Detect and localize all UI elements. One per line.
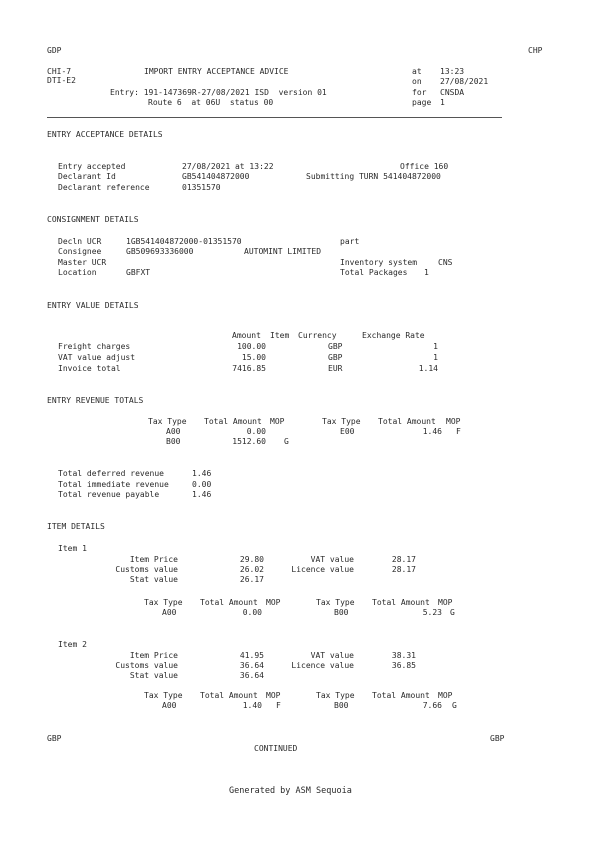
system-code-1: CHI-7 (47, 67, 72, 76)
at-label: at (412, 67, 422, 76)
entry-revenue-heading: ENTRY REVENUE TOTALS (47, 396, 144, 405)
value-row-rate: 1 (433, 353, 438, 362)
customs-value-value: 36.64 (239, 661, 264, 670)
revenue-tax-type: E00 (340, 427, 355, 436)
item-col-tax-type: Tax Type (144, 598, 183, 607)
item-price-label: Item Price (129, 651, 178, 660)
total-payable-label: Total revenue payable (58, 490, 160, 499)
item-col-mop: MOP (266, 691, 281, 700)
ducr-label: Decln UCR (58, 237, 102, 246)
revenue-col-total-amount: Total Amount (204, 417, 262, 426)
item-col-mop: MOP (266, 598, 281, 607)
value-row-amount: 7416.85 (232, 364, 266, 373)
master-ucr-label: Master UCR (58, 258, 107, 267)
vat-value-value: 28.17 (391, 555, 416, 564)
entry-line: Entry: 191-147369R-27/08/2021 ISD version 01 (110, 88, 327, 97)
item-tax-amount: 1.40 (242, 701, 262, 710)
submitting-trader: Submitting TURN 541404872000 (306, 172, 441, 181)
item-col-tax-type-2: Tax Type (316, 691, 355, 700)
page-label: page (412, 98, 432, 107)
inventory-system-label: Inventory system (340, 258, 418, 267)
item-tax-type: B00 (334, 608, 349, 617)
item-details-heading: ITEM DETAILS (47, 522, 105, 531)
consignment-heading: CONSIGNMENT DETAILS (47, 215, 139, 224)
total-deferred-label: Total deferred revenue (58, 469, 164, 478)
licence-value-value: 36.85 (391, 661, 416, 670)
item-tax-amount: 7.66 (422, 701, 442, 710)
licence-value-value: 28.17 (391, 565, 416, 574)
declarant-reference-value: 01351570 (182, 183, 221, 192)
item-label: Item 2 (58, 640, 87, 649)
licence-value-label: Licence value (291, 661, 354, 670)
at-value: 13:23 (440, 67, 465, 76)
entry-acceptance-heading: ENTRY ACCEPTANCE DETAILS (47, 130, 163, 139)
on-label: on (412, 77, 422, 86)
item-col-mop-2: MOP (438, 598, 453, 607)
customs-value-value: 26.02 (239, 565, 264, 574)
header-right-code: CHP (528, 46, 543, 55)
stat-value-label: Stat value (129, 671, 178, 680)
value-row-amount: 15.00 (241, 353, 266, 362)
for-label: for (412, 88, 427, 97)
value-row-label: Freight charges (58, 342, 131, 351)
total-packages-label: Total Packages (340, 268, 408, 277)
route-line: Route 6 at 06U status 00 (148, 98, 274, 107)
entry-accepted-label: Entry accepted (58, 162, 126, 171)
stat-value-value: 36.64 (239, 671, 264, 680)
item-tax-type: B00 (334, 701, 349, 710)
continued-label: CONTINUED (254, 744, 298, 753)
revenue-amount: 1.46 (422, 427, 442, 436)
declarant-id-value: GB541404872000 (182, 172, 250, 181)
item-tax-type: A00 (162, 701, 177, 710)
item-col-total-amount-2: Total Amount (372, 691, 430, 700)
revenue-col-total-amount-2: Total Amount (378, 417, 436, 426)
item-col-total-amount: Total Amount (200, 598, 258, 607)
item-price-label: Item Price (129, 555, 178, 564)
col-item: Item (270, 331, 290, 340)
item-price-value: 41.95 (239, 651, 264, 660)
item-tax-amount: 0.00 (242, 608, 262, 617)
declarant-id-label: Declarant Id (58, 172, 116, 181)
ducr-value: 1GB541404872000-01351570 (126, 237, 242, 246)
item-tax-mop: G (452, 701, 457, 710)
item-col-tax-type: Tax Type (144, 691, 183, 700)
revenue-tax-type: A00 (166, 427, 181, 436)
entry-value-heading: ENTRY VALUE DETAILS (47, 301, 139, 310)
col-exchange-rate: Exchange Rate (362, 331, 425, 340)
item-price-value: 29.80 (239, 555, 264, 564)
revenue-mop: F (456, 427, 461, 436)
item-col-mop-2: MOP (438, 691, 453, 700)
page-value: 1 (440, 98, 445, 107)
inventory-system-value: CNS (438, 258, 453, 267)
total-immediate-label: Total immediate revenue (58, 480, 169, 489)
revenue-col-mop: MOP (270, 417, 285, 426)
customs-value-label: Customs value (115, 565, 178, 574)
revenue-col-tax-type: Tax Type (148, 417, 187, 426)
vat-value-value: 38.31 (391, 651, 416, 660)
value-row-rate: 1.14 (418, 364, 438, 373)
total-payable-value: 1.46 (192, 490, 212, 499)
item-tax-amount: 5.23 (422, 608, 442, 617)
revenue-amount: 0.00 (246, 427, 266, 436)
consignee-value: GB509693336000 (126, 247, 194, 256)
vat-value-label: VAT value (310, 555, 354, 564)
header-divider (47, 117, 502, 118)
item-label: Item 1 (58, 544, 87, 553)
footer-right-currency: GBP (490, 734, 505, 743)
part-label: part (340, 237, 360, 246)
customs-value-label: Customs value (115, 661, 178, 670)
footer-left-currency: GBP (47, 734, 62, 743)
header-left-code: GDP (47, 46, 62, 55)
office: Office 160 (400, 162, 449, 171)
total-deferred-value: 1.46 (192, 469, 212, 478)
value-row-label: VAT value adjust (58, 353, 136, 362)
consignee-label: Consignee (58, 247, 102, 256)
vat-value-label: VAT value (310, 651, 354, 660)
item-tax-mop: F (276, 701, 281, 710)
total-immediate-value: 0.00 (192, 480, 212, 489)
revenue-amount: 1512.60 (232, 437, 266, 446)
stat-value-value: 26.17 (239, 575, 264, 584)
col-amount: Amount (232, 331, 261, 340)
revenue-col-tax-type-2: Tax Type (322, 417, 361, 426)
declarant-reference-label: Declarant reference (58, 183, 150, 192)
licence-value-label: Licence value (291, 565, 354, 574)
location-value: GBFXT (126, 268, 151, 277)
consignee-name: AUTOMINT LIMITED (244, 247, 322, 256)
revenue-tax-type: B00 (166, 437, 181, 446)
total-packages-value: 1 (424, 268, 429, 277)
on-value: 27/08/2021 (440, 77, 489, 86)
item-col-tax-type-2: Tax Type (316, 598, 355, 607)
for-value: CNSDA (440, 88, 465, 97)
revenue-mop: G (284, 437, 289, 446)
value-row-currency: GBP (328, 353, 343, 362)
col-currency: Currency (298, 331, 337, 340)
item-tax-mop: G (450, 608, 455, 617)
generated-by: Generated by ASM Sequoia (229, 786, 352, 796)
stat-value-label: Stat value (129, 575, 178, 584)
value-row-currency: GBP (328, 342, 343, 351)
system-code-2: DTI-E2 (47, 76, 76, 85)
revenue-col-mop-2: MOP (446, 417, 461, 426)
value-row-currency: EUR (328, 364, 343, 373)
item-tax-type: A00 (162, 608, 177, 617)
value-row-amount: 100.00 (237, 342, 266, 351)
item-col-total-amount: Total Amount (200, 691, 258, 700)
value-row-label: Invoice total (58, 364, 121, 373)
entry-accepted-value: 27/08/2021 at 13:22 (182, 162, 274, 171)
value-row-rate: 1 (433, 342, 438, 351)
item-col-total-amount-2: Total Amount (372, 598, 430, 607)
location-label: Location (58, 268, 97, 277)
document-title: IMPORT ENTRY ACCEPTANCE ADVICE (144, 67, 289, 76)
